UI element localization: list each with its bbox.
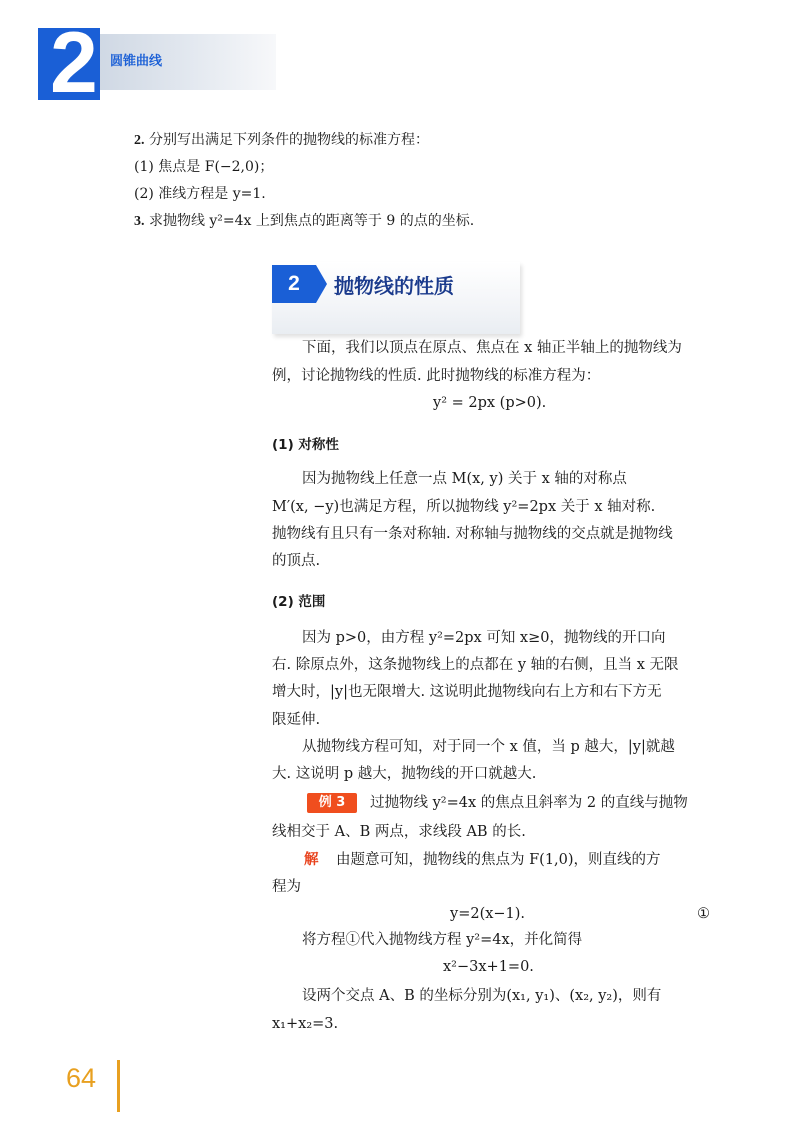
example-3-line-1: 过抛物线 y²=4x 的焦点且斜率为 2 的直线与抛物 bbox=[370, 795, 688, 811]
solution-line-5: x₁+x₂=3. bbox=[272, 1016, 339, 1032]
chapter-tab bbox=[38, 15, 240, 111]
page-number: 64 bbox=[66, 1063, 97, 1093]
section-arrow-icon bbox=[316, 265, 327, 303]
equation-2: x²−3x+1=0. bbox=[443, 959, 534, 975]
solution-line-1: 由题意可知，抛物线的焦点为 F(1,0)，则直线的方 bbox=[336, 852, 661, 868]
heading-symmetry: (1) 对称性 bbox=[272, 437, 339, 453]
example-3-line-2: 线相交于 A、B 两点，求线段 AB 的长. bbox=[272, 824, 526, 840]
symmetry-line-1: 因为抛物线上任意一点 M(x, y) 关于 x 轴的对称点 bbox=[302, 471, 627, 487]
range-line-2: 右. 除原点外，这条抛物线上的点都在 y 轴的右侧，且当 x 无限 bbox=[272, 657, 679, 673]
range-line-6: 大. 这说明 p 越大，抛物线的开口就越大. bbox=[272, 766, 537, 782]
exercise-3: 3. 求抛物线 y²=4x 上到焦点的距离等于 9 的点的坐标. bbox=[134, 213, 475, 229]
chapter-title: 圆锥曲线 bbox=[110, 54, 163, 69]
standard-equation: y² = 2px (p>0). bbox=[433, 395, 547, 411]
symmetry-line-2: M′(x, −y)也满足方程，所以抛物线 y²=2px 关于 x 轴对称. bbox=[272, 499, 656, 515]
section-title: 抛物线的性质 bbox=[334, 274, 454, 298]
intro-line-2: 例，讨论抛物线的性质. 此时抛物线的标准方程为： bbox=[272, 368, 601, 384]
equation-1-mark: ① bbox=[697, 906, 710, 922]
range-line-4: 限延伸. bbox=[272, 712, 321, 728]
exercise-2: 2. 分别写出满足下列条件的抛物线的标准方程： bbox=[134, 132, 429, 148]
equation-1: y=2(x−1). bbox=[450, 906, 526, 922]
solution-label: 解 bbox=[304, 852, 319, 868]
section-number: 2 bbox=[272, 265, 316, 303]
intro-line-1: 下面，我们以顶点在原点、焦点在 x 轴正半轴上的抛物线为 bbox=[302, 340, 682, 356]
heading-range: (2) 范围 bbox=[272, 594, 326, 610]
range-line-3: 增大时，|y|也无限增大. 这说明此抛物线向右上方和右下方无 bbox=[272, 684, 662, 700]
solution-line-4: 设两个交点 A、B 的坐标分别为(x₁, y₁)、(x₂, y₂)，则有 bbox=[302, 988, 662, 1004]
solution-line-2: 程为 bbox=[272, 879, 301, 895]
chapter-number: 2 bbox=[50, 15, 98, 111]
chapter-number-block bbox=[38, 15, 100, 111]
exercise-2-part-2: (2) 准线方程是 y=1. bbox=[134, 186, 266, 202]
example-3-badge: 例 3 bbox=[307, 793, 357, 813]
range-line-5: 从抛物线方程可知，对于同一个 x 值，当 p 越大，|y|就越 bbox=[302, 739, 675, 755]
exercise-2-part-1: (1) 焦点是 F(−2,0)； bbox=[134, 159, 274, 175]
page-number-rule bbox=[117, 1060, 120, 1112]
range-line-1: 因为 p>0，由方程 y²=2px 可知 x≥0，抛物线的开口向 bbox=[302, 630, 666, 646]
solution-line-3: 将方程①代入抛物线方程 y²=4x，并化简得 bbox=[302, 932, 583, 948]
symmetry-line-4: 的顶点. bbox=[272, 553, 321, 569]
symmetry-line-3: 抛物线有且只有一条对称轴. 对称轴与抛物线的交点就是抛物线 bbox=[272, 526, 673, 542]
